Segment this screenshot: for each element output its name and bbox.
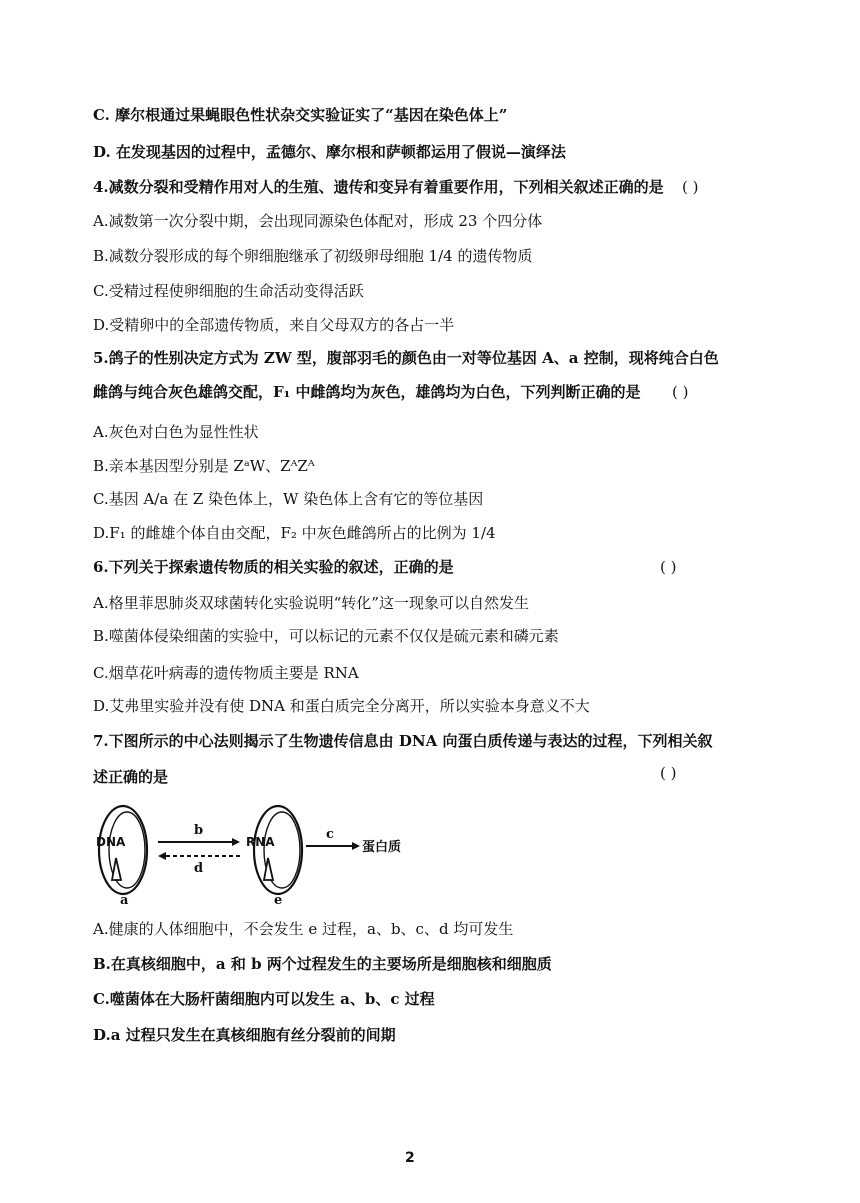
q6-stem: 6.下列关于探索遗传物质的相关实验的叙述，正确的是 xyxy=(93,558,454,576)
q4-option-a: A.减数第一次分裂中期，会出现同源染色体配对，形成 23 个四分体 xyxy=(93,212,543,230)
replication-arrowhead xyxy=(112,858,121,880)
q7-stem-line2: 述正确的是 xyxy=(93,768,169,786)
q6-answer-paren: ( ) xyxy=(660,558,677,576)
q5-option-a: A.灰色对白色为显性性状 xyxy=(93,423,259,441)
q4-answer-paren: ( ) xyxy=(682,178,699,196)
central-dogma-diagram xyxy=(90,800,450,910)
dna-replication-loop xyxy=(99,806,147,894)
q7-option-a: A.健康的人体细胞中，不会发生 e 过程，a、b、c、d 均可发生 xyxy=(93,920,514,938)
process-e-label: e xyxy=(274,893,283,908)
q7-answer-paren: ( ) xyxy=(660,764,677,782)
q4-stem: 4.减数分裂和受精作用对人的生殖、遗传和变异有着重要作用，下列相关叙述正确的是 xyxy=(93,178,664,196)
q5-stem-line1: 5.鸽子的性别决定方式为 ZW 型，腹部羽毛的颜色由一对等位基因 A、a 控制，现将纯合白色 xyxy=(93,349,719,367)
q7-option-b: B.在真核细胞中，a 和 b 两个过程发生的主要场所是细胞核和细胞质 xyxy=(93,955,552,973)
arrow-b-head xyxy=(232,838,240,846)
q6-option-d: D.艾弗里实验并没有使 DNA 和蛋白质完全分离开，所以实验本身意义不大 xyxy=(93,697,590,715)
q6-option-b: B.噬菌体侵染细菌的实验中，可以标记的元素不仅仅是硫元素和磷元素 xyxy=(93,627,559,645)
protein-label: 蛋白质 xyxy=(362,840,402,855)
q7-stem-line1: 7.下图所示的中心法则揭示了生物遗传信息由 DNA 向蛋白质传递与表达的过程，下列相关叙 xyxy=(93,732,713,750)
process-a-label: a xyxy=(120,893,129,908)
q7-option-d: D.a 过程只发生在真核细胞有丝分裂前的间期 xyxy=(93,1026,396,1044)
arrow-d-head xyxy=(158,852,166,860)
q3-option-d: D. 在发现基因的过程中，孟德尔、摩尔根和萨顿都运用了假说—演绎法 xyxy=(93,143,566,161)
q5-stem-line2: 雌鸽与纯合灰色雄鸽交配，F₁ 中雌鸽均为灰色，雄鸽均为白色，下列判断正确的是 xyxy=(93,383,641,401)
process-c-label: c xyxy=(326,827,334,842)
q4-option-d: D.受精卵中的全部遗传物质，来自父母双方的各占一半 xyxy=(93,316,455,334)
q6-option-a: A.格里菲思肺炎双球菌转化实验说明“转化”这一现象可以自然发生 xyxy=(93,594,529,612)
process-d-label: d xyxy=(194,861,204,876)
q5-option-d: D.F₁ 的雌雄个体自由交配，F₂ 中灰色雌鸽所占的比例为 1/4 xyxy=(93,524,496,542)
q7-option-c: C.噬菌体在大肠杆菌细胞内可以发生 a、b、c 过程 xyxy=(93,990,435,1008)
rna-replication-loop xyxy=(254,806,302,894)
dna-label: DNA xyxy=(96,835,126,849)
q5-option-b: B.亲本基因型分别是 ZᵃW、ZᴬZᴬ xyxy=(93,457,315,475)
q4-option-c: C.受精过程使卵细胞的生命活动变得活跃 xyxy=(93,282,364,300)
q4-option-b: B.减数分裂形成的每个卵细胞继承了初级卵母细胞 1/4 的遗传物质 xyxy=(93,247,533,265)
rna-label: RNA xyxy=(246,835,275,849)
arrow-c-head xyxy=(352,842,360,850)
process-b-label: b xyxy=(194,823,204,838)
page-number: 2 xyxy=(405,1150,415,1166)
q6-option-c: C.烟草花叶病毒的遗传物质主要是 RNA xyxy=(93,664,359,682)
q5-answer-paren: ( ) xyxy=(672,383,689,401)
q3-option-c: C. 摩尔根通过果蝇眼色性状杂交实验证实了“基因在染色体上” xyxy=(93,106,508,124)
q5-option-c: C.基因 A/a 在 Z 染色体上，W 染色体上含有它的等位基因 xyxy=(93,490,484,508)
